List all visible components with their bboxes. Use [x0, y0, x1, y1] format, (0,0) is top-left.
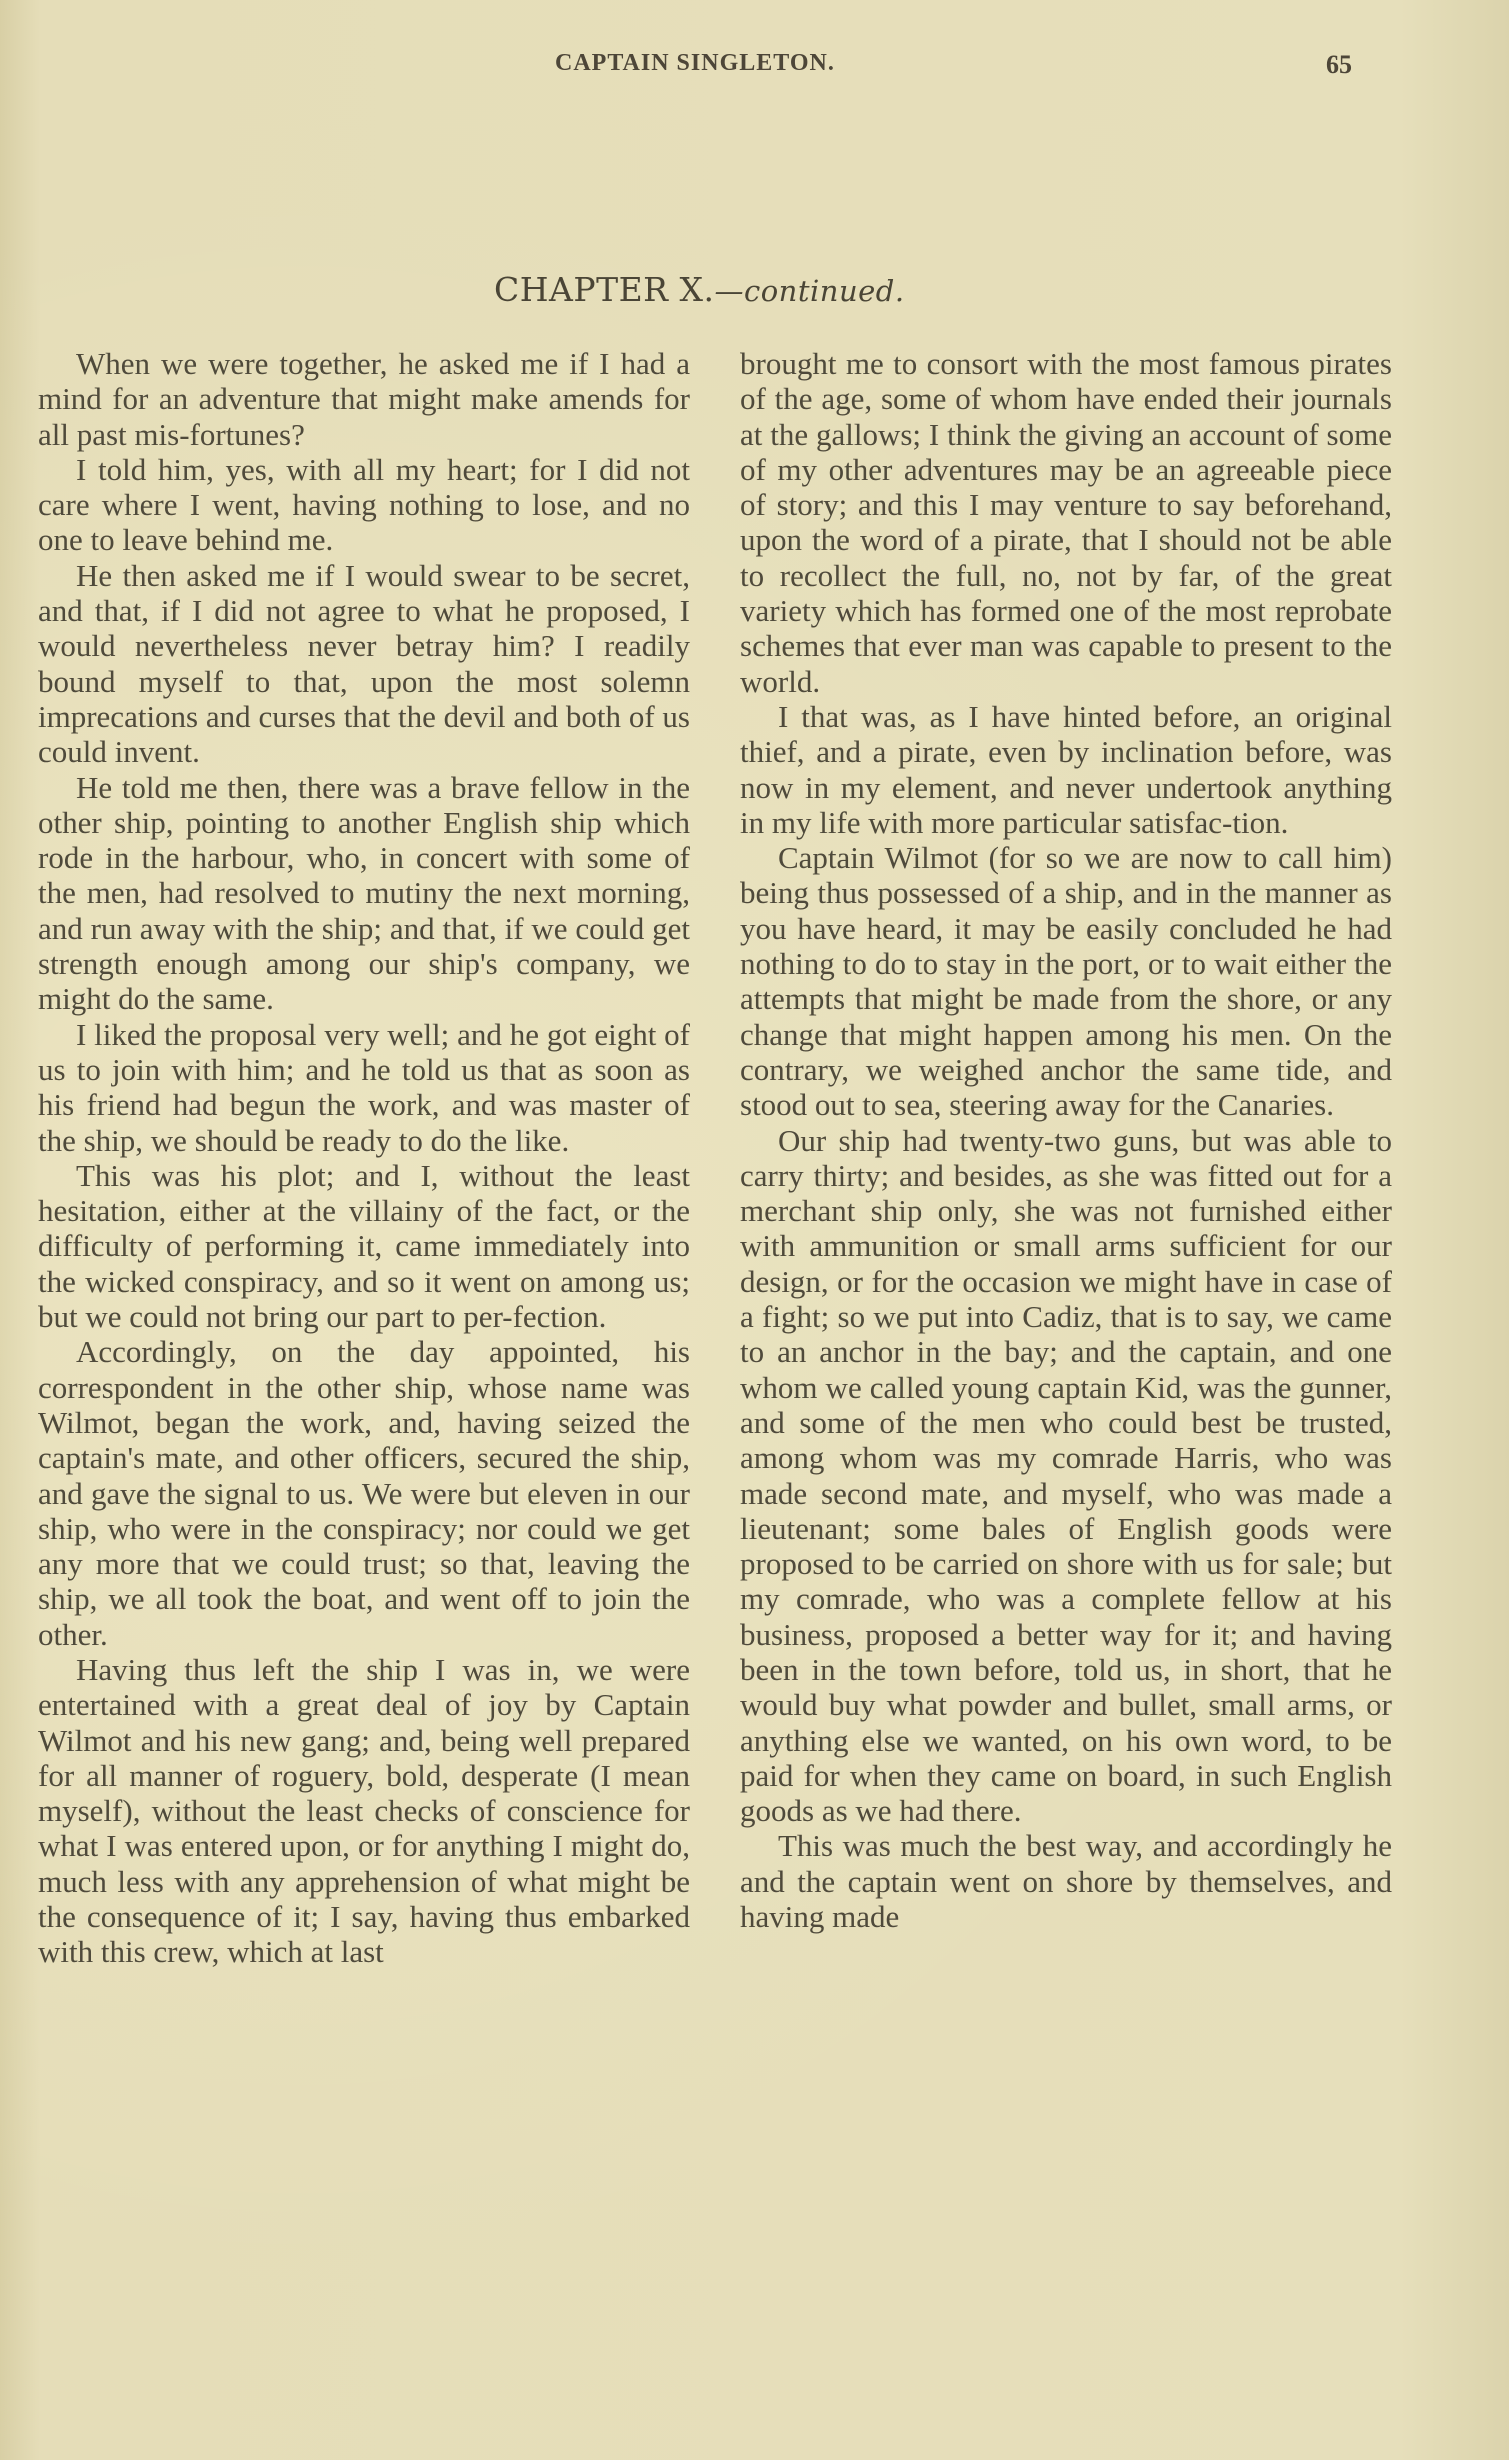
paragraph: When we were together, he asked me if I had a mind for an adventure that might make amends for all past mis-fortunes?	[38, 346, 690, 452]
chapter-continued: —continued.	[714, 274, 905, 308]
paragraph: Our ship had twenty-two guns, but was able to carry thirty; and besides, as she was fitted out for a merchant ship only, she was not furnished either with ammunition or small arms sufficient for our design, or for the occasion we might have in case of a fight; so we put into Cadiz, that is to say, we came to an anchor in the bay; and the captain, and one whom we called young captain Kid, was the gunner, and some of the men who could best be trusted, among whom was my comrade Harris, who was made second mate, and myself, who was made a lieutenant; some bales of English goods were proposed to be carried on shore with us for sale; but my comrade, who was a complete fellow at his business, proposed a better way for it; and having been in the town before, told us, in short, that he would buy what powder and bullet, small arms, or anything else we wanted, on his own word, to be paid for when they came on board, in such English goods as we had there.	[740, 1122, 1392, 1829]
page-number: 65	[1326, 50, 1352, 79]
paragraph: I told him, yes, with all my heart; for I did not care where I went, having nothing to lose, and no one to leave behind me.	[38, 451, 690, 558]
running-head	[0, 50, 1509, 82]
paragraph: I liked the proposal very well; and he got eight of us to join with him; and he told us that as soon as his friend had begun the work, and was master of the ship, we should be ready to do the like.	[38, 1016, 690, 1158]
right-column	[740, 346, 1392, 1934]
chapter-heading	[0, 270, 1509, 309]
running-title: CAPTAIN SINGLETON.	[555, 50, 835, 76]
paragraph: Having thus left the ship I was in, we were entertained with a great deal of joy by Captain Wilmot and his new gang; and, being well prepared for all manner of roguery, bold, desperate (I mean myself), without the least checks of conscience for what I was entered upon, or for anything I might do, much less with any apprehension of what might be the consequence of it; I say, having thus embarked with this crew, which at last	[38, 1651, 690, 1970]
paragraph: He then asked me if I would swear to be secret, and that, if I did not agree to what he proposed, I would nevertheless never betray him? I readily bound myself to that, upon the most solemn imprecations and curses that the devil and both of us could invent.	[38, 557, 690, 770]
paragraph: This was much the best way, and accordingly he and the captain went on shore by themselves, and having made	[740, 1828, 1392, 1935]
paragraph: I that was, as I have hinted before, an original thief, and a pirate, even by inclination before, was now in my element, and never undertook anything in my life with more particular satisfac-tion.	[740, 698, 1392, 840]
left-column	[38, 346, 690, 1970]
paragraph: Captain Wilmot (for so we are now to call him) being thus possessed of a ship, and in the manner as you have heard, it may be easily concluded he had nothing to do to stay in the port, or to wait either the attempts that might be made from the shore, or any change that might happen among his men. On the contrary, we weighed anchor the same tide, and stood out to sea, steering away for the Canaries.	[740, 840, 1392, 1123]
paragraph: This was his plot; and I, without the least hesitation, either at the villainy of the fact, or the difficulty of performing it, came immediately into the wicked conspiracy, and so it went on among us; but we could not bring our part to per-fection.	[38, 1157, 690, 1335]
paragraph: He told me then, there was a brave fellow in the other ship, pointing to another English ship which rode in the harbour, who, in concert with some of the men, had resolved to mutiny the next morning, and run away with the ship; and that, if we could get strength enough among our ship's company, we might do the same.	[38, 769, 690, 1017]
paragraph: Accordingly, on the day appointed, his correspondent in the other ship, whose name was Wilmot, began the work, and, having seized the captain's mate, and other officers, secured the ship, and gave the signal to us. We were but eleven in our ship, who were in the conspiracy; nor could we get any more that we could trust; so that, leaving the ship, we all took the boat, and went off to join the other.	[38, 1334, 690, 1652]
chapter-title: CHAPTER X.	[494, 270, 715, 309]
paragraph-continued: brought me to consort with the most famous pirates of the age, some of whom have ended their journals at the gallows; I think the giving an account of some of my other adventures may be an agreeable piece of story; and this I may venture to say beforehand, upon the word of a pirate, that I should not be able to recollect the full, no, not by far, of the great variety which has formed one of the most reprobate schemes that ever man was capable to present to the world.	[740, 346, 1392, 699]
